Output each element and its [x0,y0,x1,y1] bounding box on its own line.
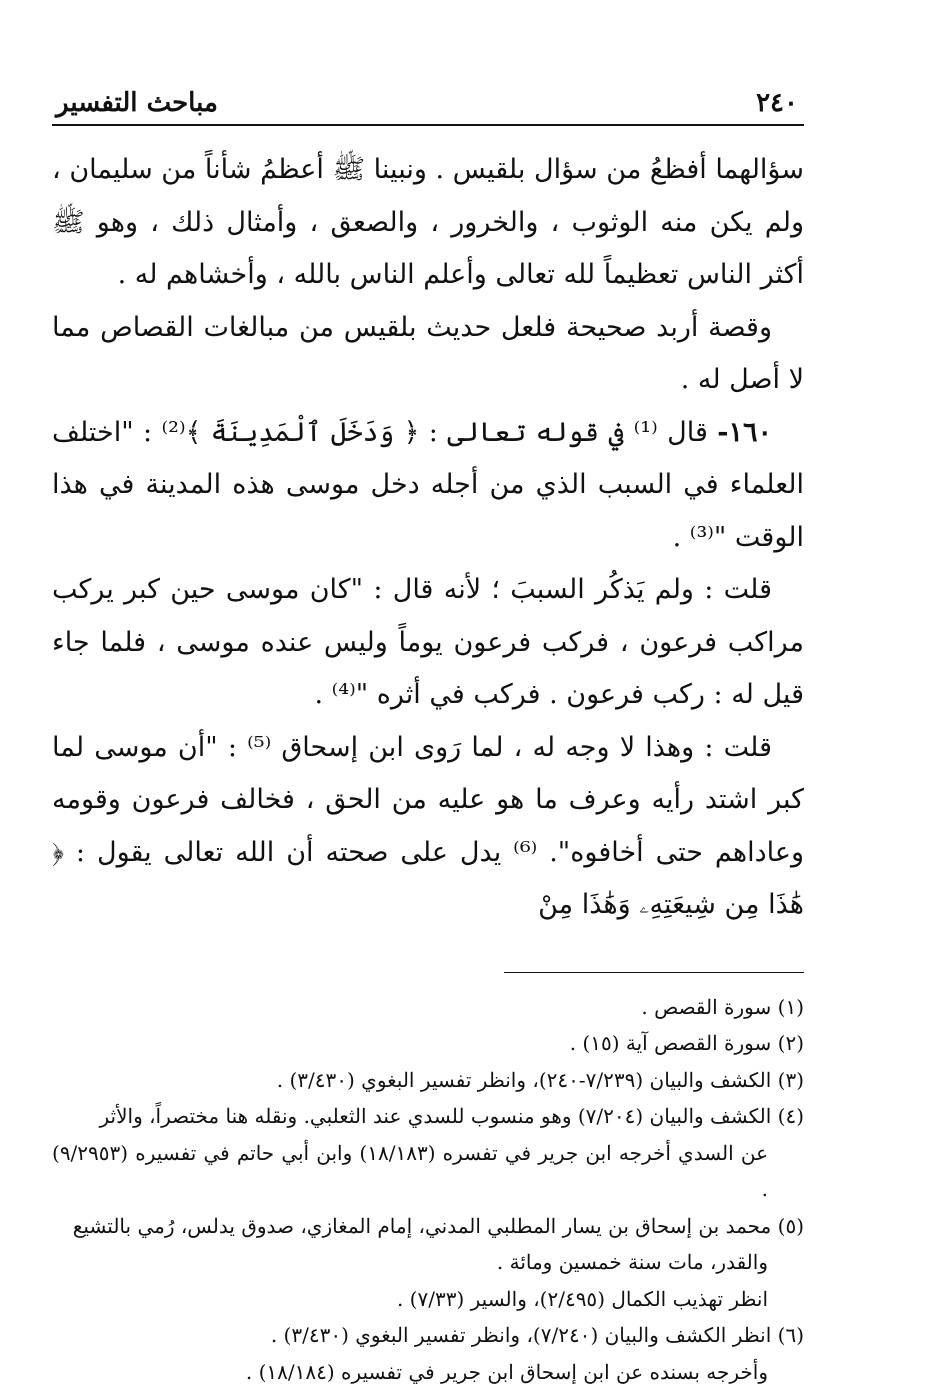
footnote-1: (١) سورة القصص . [52,989,804,1026]
footnotes [52,989,804,1390]
footnote-2: (٢) سورة القصص آية (١٥) . [52,1025,804,1062]
paragraph: وقصة أربد صحيحة فلعل حديث بلقيس من مبالغات القصاص مما لا أصل له . [52,302,804,407]
page-header [52,80,804,126]
footnote-3: (٣) الكشف والبيان (٧/٢٣٩-٢٤٠)، وانظر تفسير البغوي (٣/٤٣٠) . [52,1062,804,1099]
footnote-5-reference: انظر تهذيب الكمال (٢/٤٩٥)، والسير (٧/٣٣) . [52,1281,804,1318]
paragraph: قلت : وهذا لا وجه له ، لما رَوى ابن إسحاق ⁽⁵⁾ : "أن موسى لما كبر اشتد رأيه وعرف ما هو عليه من الحق ، فخالف فرعون وقومه وعاداهم حتى أخافوه". ⁽⁶⁾ يدل على صحته أن الله تعالى يقول : ﴿ هَٰذَا مِن شِيعَتِهِۦ وَهَٰذَا مِنْ [52,722,804,932]
running-title: مباحث التفسير [56,88,218,118]
footnote-5: (٥) محمد بن إسحاق بن يسار المطلبي المدني، إمام المغازي، صدوق يدلس، رُمي بالتشيع [52,1208,804,1245]
footnote-4: (٤) الكشف والبيان (٧/٢٠٤) وهو منسوب للسدي عند الثعلبي. ونقله هنا مختصراً، والأثر [52,1098,804,1135]
entry-text: قال ⁽¹⁾ في قوله تعالى : ﴿ وَدَخَلَ ٱلْمَدِينَةَ ﴾⁽²⁾ : "اختلف العلماء في السبب الذي من أجله دخل موسى هذه المدينة في هذا الوقت "⁽³⁾ . [52,417,804,553]
footnote-4-continued: عن السدي أخرجه ابن جرير في تفسره (١٨/١٨٣) وابن أبي حاتم في تفسيره (٩/٢٩٥٣) . [52,1135,804,1208]
footnote-5-continued: والقدر، مات سنة خمسين ومائة . [52,1244,804,1281]
paragraph: سؤالهما أفظعُ من سؤال بلقيس . ونبينا ﷺ أعظمُ شأناً من سليمان ، ولم يكن منه الوثوب ، والخرور ، والصعق ، وأمثال ذلك ، وهو ﷺ أكثر الناس تعظيماً لله تعالى وأعلم الناس بالله ، وأخشاهم له . [52,144,804,302]
footnote-6: (٦) انظر الكشف والبيان (٧/٢٤٠)، وانظر تفسير البغوي (٣/٤٣٠) . [52,1317,804,1354]
page-number: ٢٤٠ [756,88,798,118]
book-page [52,80,804,1300]
entry-number: ١٦٠- [717,417,772,448]
main-text [52,144,804,932]
footnote-separator [504,972,804,973]
footnote-6-continued: وأخرجه بسنده عن ابن إسحاق ابن جرير في تفسيره (١٨/١٨٤) . [52,1354,804,1390]
paragraph: قلت : ولم يَذكُر السببَ ؛ لأنه قال : "كان موسى حين كبر يركب مراكب فرعون ، فركب فرعون يوماً وليس عنده موسى ، فلما جاء قيل له : ركب فرعون . فركب في أثره "⁽⁴⁾ . [52,564,804,722]
paragraph-entry-160 [52,407,804,565]
